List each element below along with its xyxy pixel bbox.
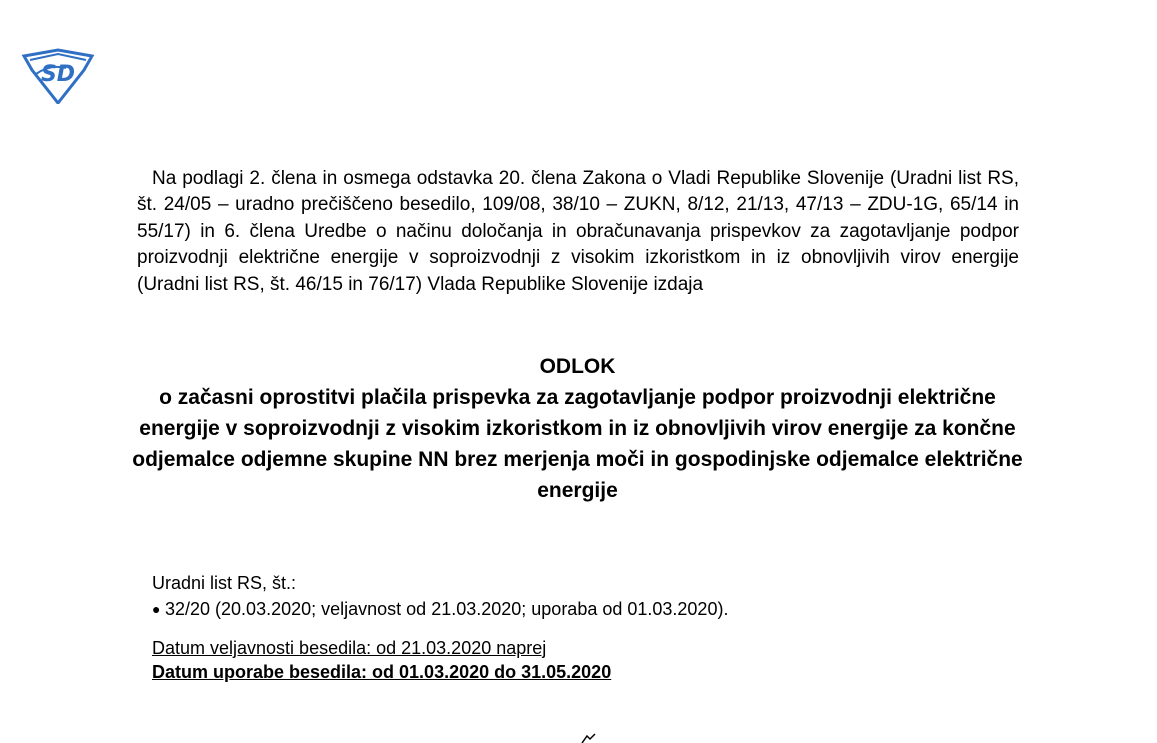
source-entry-text: 32/20 (20.03.2020; veljavnost od 21.03.2020; uporaba od 01.03.2020).	[165, 599, 729, 619]
gazette-emblem-icon	[20, 48, 96, 104]
title-block	[120, 352, 1035, 506]
bullet-icon: ●	[152, 601, 161, 617]
validity-date: Datum veljavnosti besedila: od 21.03.2020 naprej	[152, 638, 547, 658]
validity-block	[152, 636, 1012, 684]
document-subtitle: o začasni oprostitvi plačila prispevka za zagotavljanje podpor proizvodnji električne energije v soproizvodnji z visokim izkoristkom in iz obnovljivih virov energije za končne odjemalce odjemne skupine NN brez merjenja moči in gospodinjske odjemalce električne energije	[132, 386, 1023, 502]
use-date: Datum uporabe besedila: od 01.03.2020 do 31.05.2020	[152, 662, 612, 682]
gazette-source	[152, 570, 1012, 622]
source-list	[152, 596, 1012, 622]
page-fragment-icon	[578, 733, 600, 743]
document-title: ODLOK	[539, 355, 616, 378]
source-label: Uradni list RS, št.:	[152, 573, 297, 593]
svg-text:SD: SD	[40, 62, 76, 87]
source-entry	[152, 596, 1012, 622]
preamble-text: Na podlagi 2. člena in osmega odstavka 20. člena Zakona o Vladi Republike Slovenije (Uradni list RS, št. 24/05 – uradno prečiščeno besedilo, 109/08, 38/10 – ZUKN, 8/12, 21/13, 47/13 – ZDU-1G, 65/14 in 55/17) in 6. člena Uredbe o načinu določanja in obračunavanja prispevkov za zagotavljanje podpor proizvodnji električne energije v soproizvodnji z visokim izkoristkom in iz obnovljivih virov energije (Uradni list RS, št. 46/15 in 76/17) Vlada Republike Slovenije izdaja	[137, 168, 1019, 295]
